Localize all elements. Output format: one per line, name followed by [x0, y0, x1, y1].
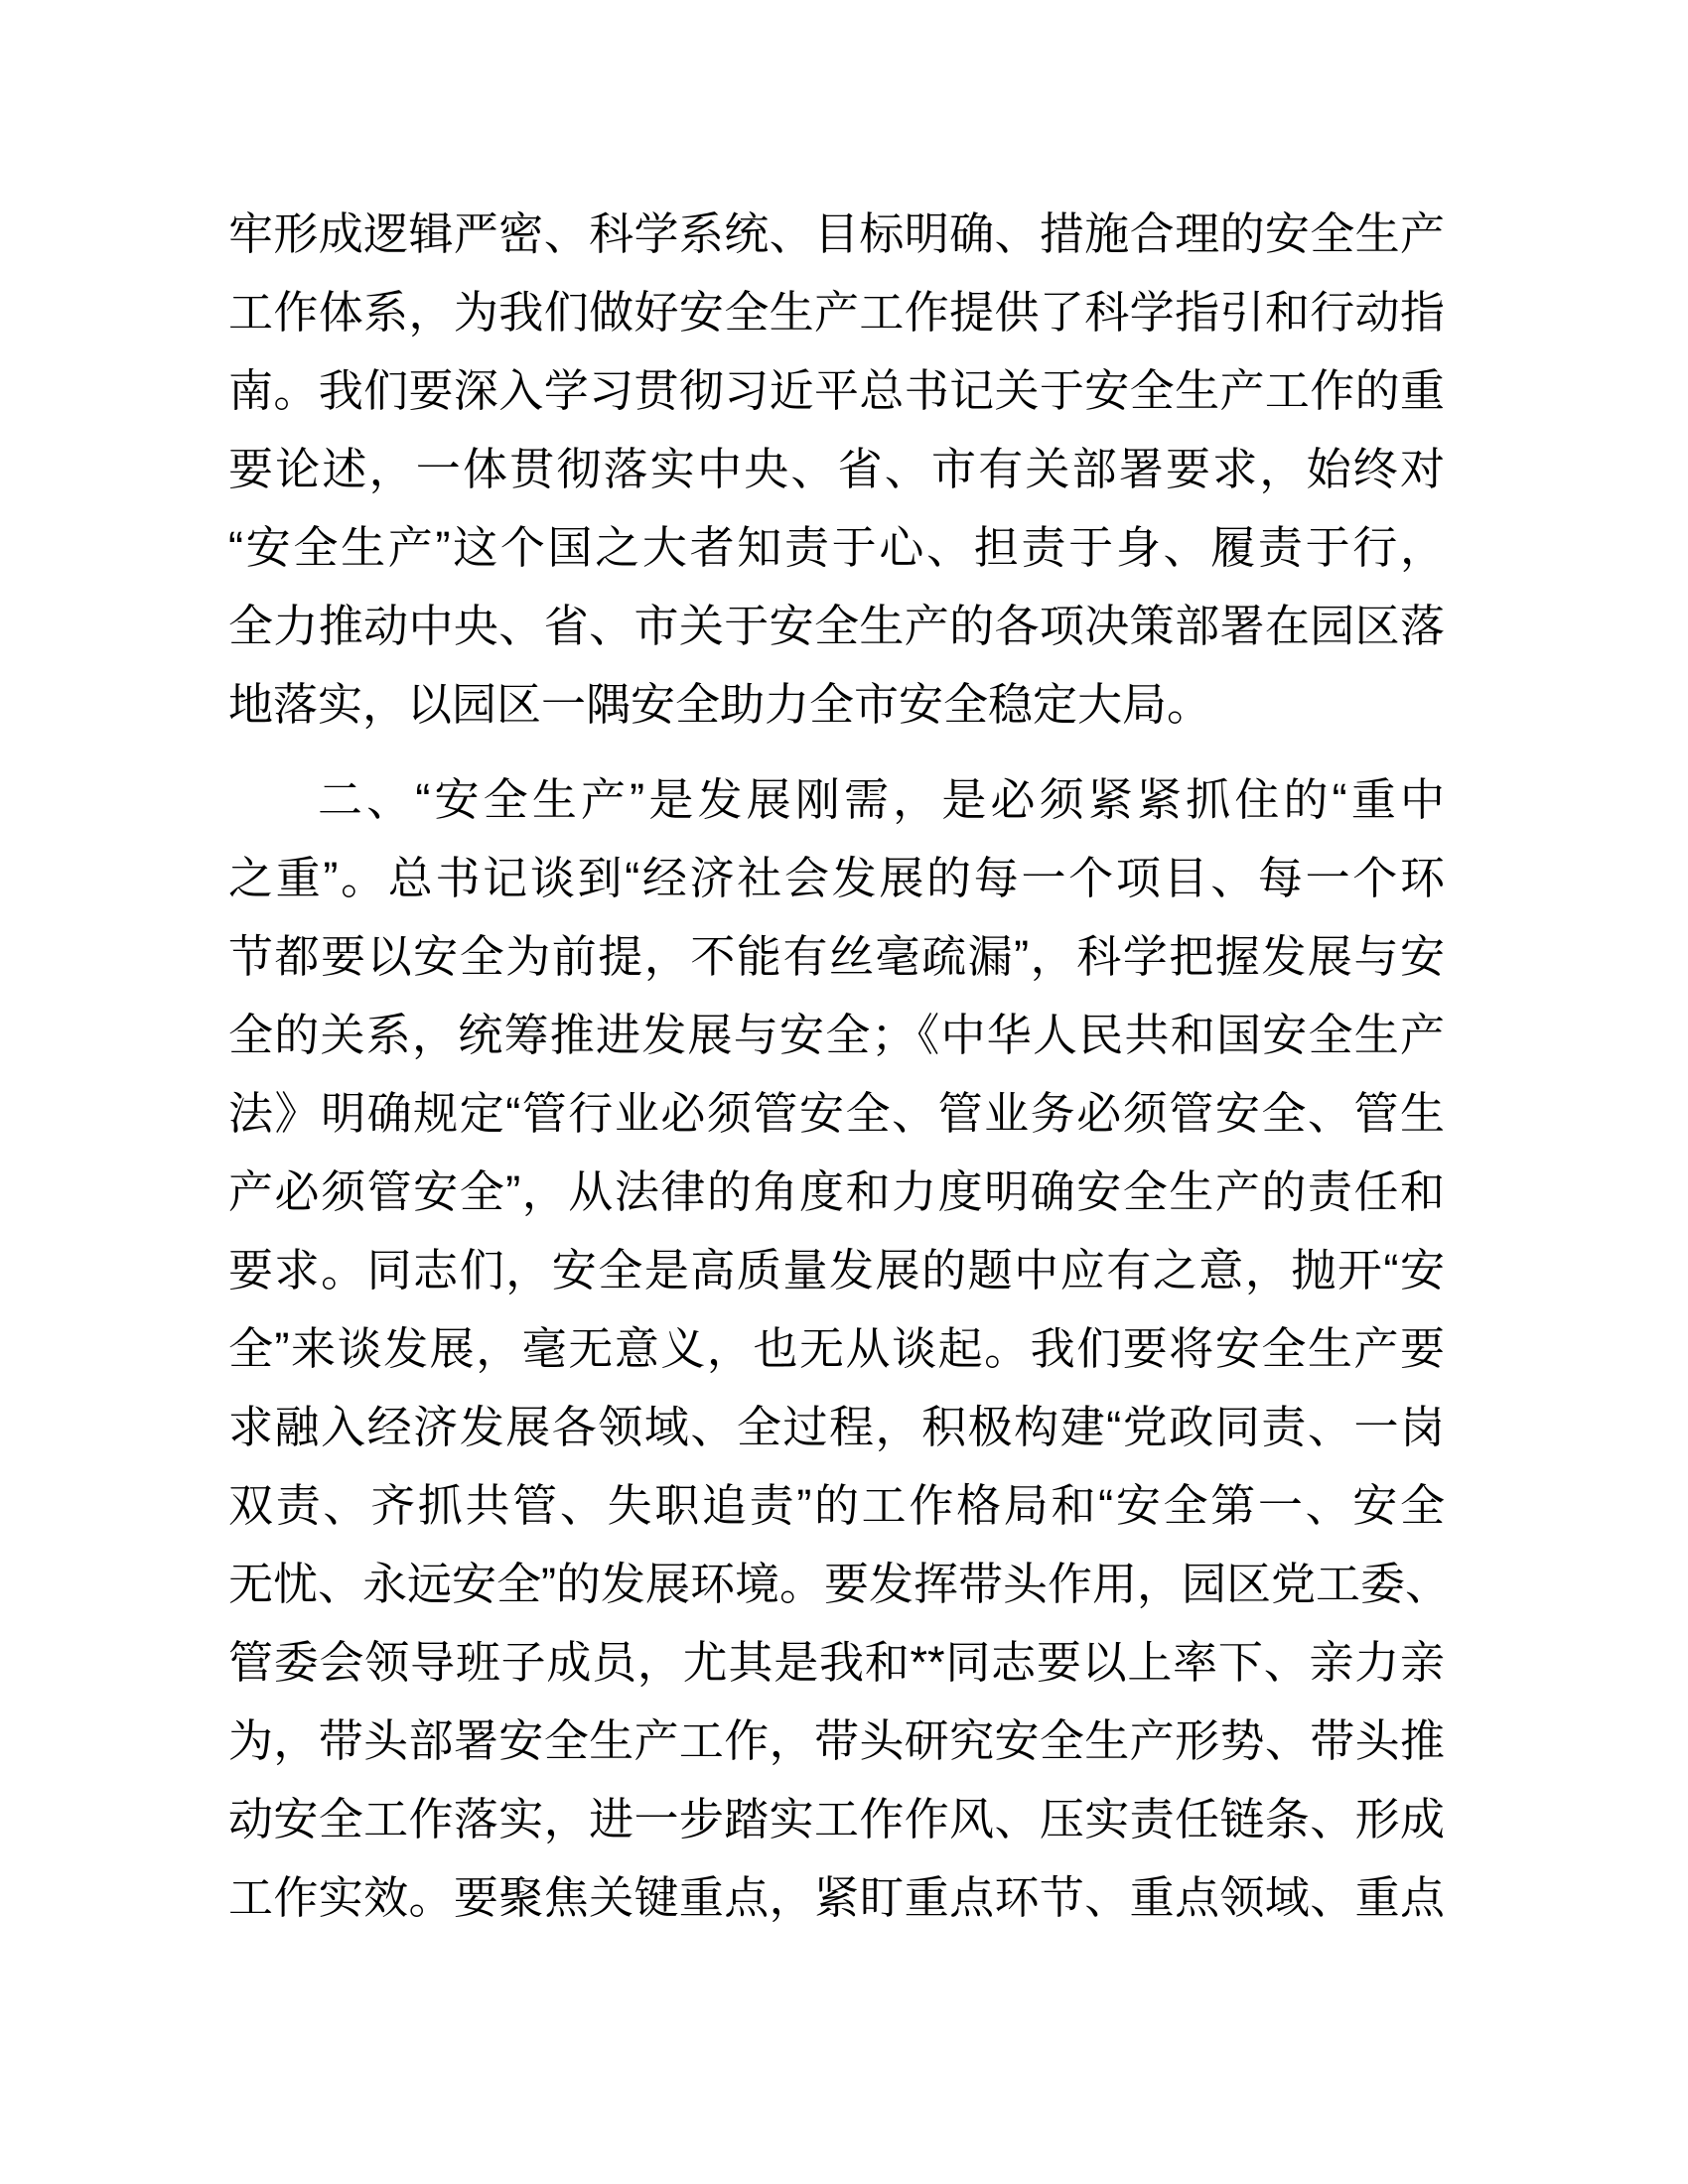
text-line: 之重”。总书记谈到“经济社会发展的每一个项目、每一个环: [228, 853, 1445, 903]
text-line: “安全生产”这个国之大者知责于心、担责于身、履责于行，: [228, 522, 1445, 573]
paragraph-1: [228, 195, 1445, 744]
text-line: 产必须管安全”，从法律的角度和力度明确安全生产的责任和: [228, 1166, 1445, 1217]
paragraph-2: [228, 760, 1450, 1937]
text-line: 二、“安全生产”是发展刚需，是必须紧紧抓住的“重中: [318, 774, 1445, 825]
text-line: 全”来谈发展，毫无意义，也无从谈起。我们要将安全生产要: [228, 1323, 1445, 1374]
text-line: 法》明确规定“管行业必须管安全、管业务必须管安全、管生: [228, 1088, 1445, 1139]
text-line: 求融入经济发展各领域、全过程，积极构建“党政同责、一岗: [228, 1402, 1445, 1452]
text-line: 工作体系，为我们做好安全生产工作提供了科学指引和行动指: [228, 287, 1445, 338]
document-text-block: [228, 195, 1450, 1937]
text-line: 全力推动中央、省、市关于安全生产的各项决策部署在园区落: [228, 601, 1445, 651]
text-line: 全的关系，统筹推进发展与安全；《中华人民共和国安全生产: [228, 1010, 1445, 1060]
text-line: 要求。同志们，安全是高质量发展的题中应有之意，抛开“安: [228, 1245, 1445, 1296]
text-line: 要论述，一体贯彻落实中央、省、市有关部署要求，始终对: [228, 444, 1445, 494]
text-line: 工作实效。要聚焦关键重点，紧盯重点环节、重点领域、重点: [228, 1872, 1445, 1923]
text-line: 南。我们要深入学习贯彻习近平总书记关于安全生产工作的重: [228, 365, 1445, 416]
text-line: 动安全工作落实，进一步踏实工作作风、压实责任链条、形成: [228, 1794, 1445, 1844]
text-line: 双责、齐抓共管、失职追责”的工作格局和“安全第一、安全: [228, 1480, 1445, 1531]
text-line: 管委会领导班子成员，尤其是我和**同志要以上率下、亲力亲: [228, 1637, 1445, 1688]
text-line: 节都要以安全为前提，不能有丝毫疏漏”，科学把握发展与安: [228, 931, 1445, 982]
text-line: 牢形成逻辑严密、科学系统、目标明确、措施合理的安全生产: [228, 208, 1445, 259]
text-line: 为，带头部署安全生产工作，带头研究安全生产形势、带头推: [228, 1715, 1445, 1766]
text-line: 地落实，以园区一隅安全助力全市安全稳定大局。: [228, 679, 1212, 730]
text-line: 无忧、永远安全”的发展环境。要发挥带头作用，园区党工委、: [228, 1559, 1450, 1609]
